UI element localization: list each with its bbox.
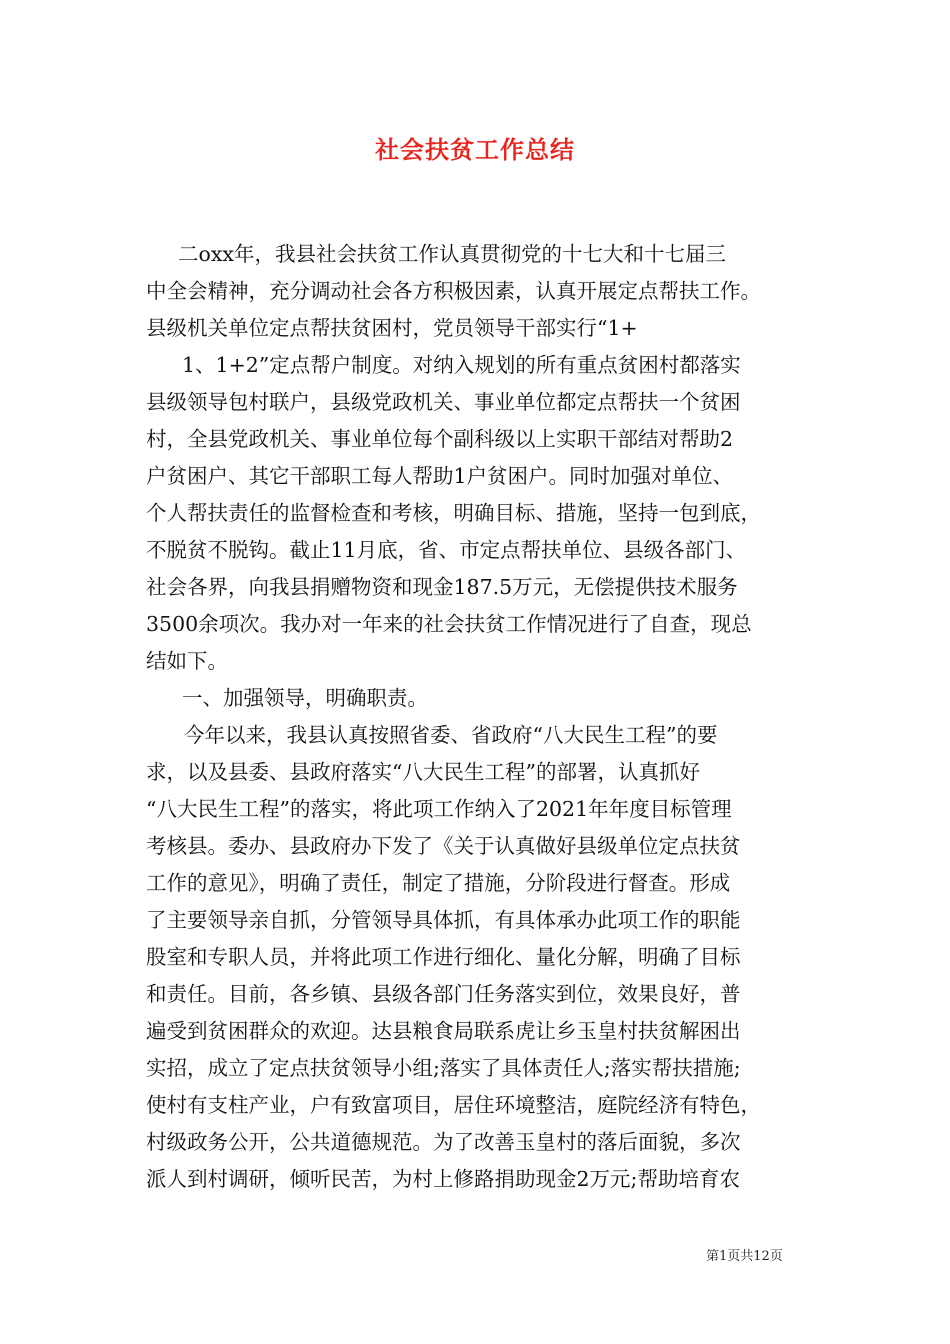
paragraph-line: 派人到村调研，倾听民苦，为村上修路捐助现金2万元;帮助培育农 [146, 1167, 740, 1191]
paragraph-line: 和责任。目前，各乡镇、县级各部门任务落实到位，效果良好，普 [146, 982, 741, 1006]
section-heading: 一、加强领导，明确职责。 [182, 686, 428, 710]
paragraph-line: 3500余项次。我办对一年来的社会扶贫工作情况进行了自查，现总 [146, 612, 752, 636]
document-body [146, 236, 806, 1198]
paragraph-line: 户贫困户、其它干部职工每人帮助1户贫困户。同时加强对单位、 [146, 464, 734, 488]
paragraph-line: 实招，成立了定点扶贫领导小组;落实了具体责任人;落实帮扶措施; [146, 1056, 741, 1080]
paragraph-line: “八大民生工程”的落实，将此项工作纳入了2021年年度目标管理 [146, 797, 732, 821]
paragraph-line: 县级领导包村联户，县级党政机关、事业单位都定点帮扶一个贫困 [146, 390, 741, 414]
paragraph-line: 求，以及县委、县政府落实“八大民生工程”的部署，认真抓好 [146, 760, 700, 784]
paragraph-line: 使村有支柱产业，户有致富项目，居住环境整洁，庭院经济有特色， [146, 1093, 761, 1117]
paragraph-line: 不脱贫不脱钩。截止11月底，省、市定点帮扶单位、县级各部门、 [146, 538, 747, 562]
paragraph-line: 个人帮扶责任的监督检查和考核，明确目标、措施，坚持一包到底， [146, 501, 761, 525]
paragraph-line: 了主要领导亲自抓，分管领导具体抓，有具体承办此项工作的职能 [146, 908, 741, 932]
paragraph-line: 社会各界，向我县捐赠物资和现金187.5万元，无偿提供技术服务 [146, 575, 738, 599]
paragraph-line: 考核县。委办、县政府办下发了《关于认真做好县级单位定点扶贫 [146, 834, 741, 858]
document-title: 社会扶贫工作总结 [375, 135, 575, 164]
page-number: 第1页共12页 [706, 1249, 783, 1264]
paragraph-line: 二oxx年，我县社会扶贫工作认真贯彻党的十七大和十七届三 [178, 242, 726, 266]
paragraph-line: 县级机关单位定点帮扶贫困村，党员领导干部实行“1+ [146, 316, 638, 340]
paragraph-line: 工作的意见》，明确了责任，制定了措施，分阶段进行督查。形成 [146, 871, 731, 895]
paragraph-line: 遍受到贫困群众的欢迎。达县粮食局联系虎让乡玉皇村扶贫解困出 [146, 1019, 741, 1043]
paragraph-line: 结如下。 [146, 649, 228, 673]
paragraph-line: 村，全县党政机关、事业单位每个副科级以上实职干部结对帮助2 [146, 427, 734, 451]
paragraph-line: 1、1+2”定点帮户制度。对纳入规划的所有重点贫困村都落实 [182, 353, 741, 377]
paragraph-line: 今年以来，我县认真按照省委、省政府“八大民生工程”的要 [184, 723, 718, 747]
paragraph-line: 村级政务公开，公共道德规范。为了改善玉皇村的落后面貌，多次 [146, 1130, 741, 1154]
paragraph-line: 股室和专职人员，并将此项工作进行细化、量化分解，明确了目标 [146, 945, 741, 969]
paragraph-line: 中全会精神，充分调动社会各方积极因素，认真开展定点帮扶工作。 [146, 279, 761, 303]
